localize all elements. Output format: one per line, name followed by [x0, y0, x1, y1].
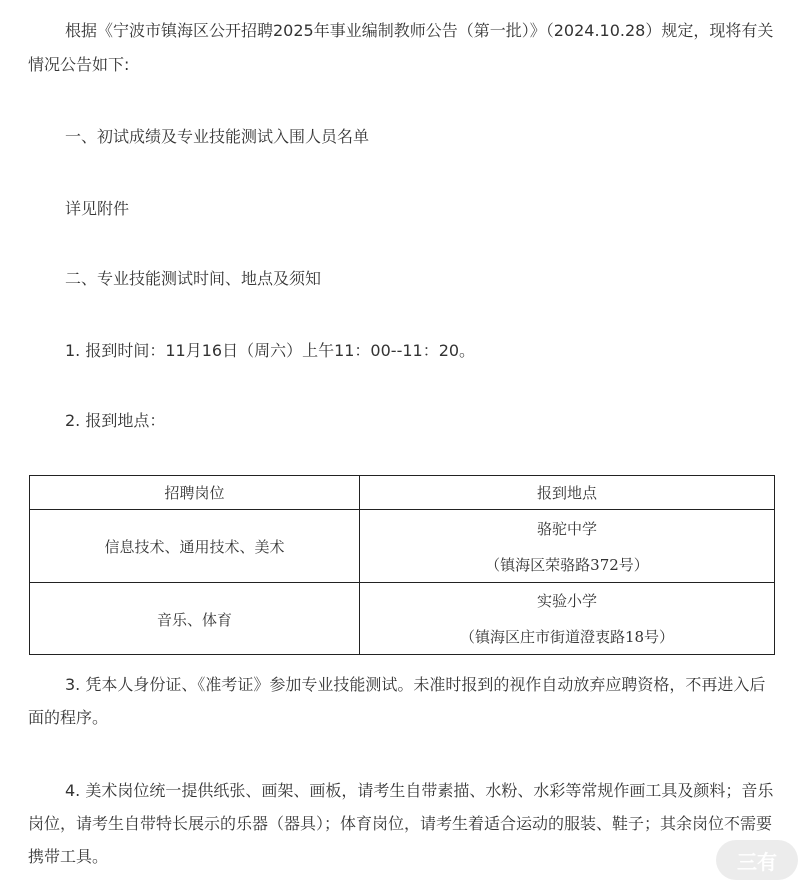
location-table: [29, 475, 775, 655]
section1-body: 详见附件: [65, 199, 130, 218]
school-name: 实验小学: [536, 592, 597, 610]
positions-text: 音乐、体育: [156, 610, 232, 629]
section2-title: 二、专业技能测试时间、地点及须知: [65, 269, 322, 288]
school-address: （镇海区庄市街道澄衷路18号）: [459, 628, 675, 646]
item4-tools-notice: 4. 美术岗位统一提供纸张、画架、画板，请考生自带素描、水粉、水彩等常规作画工具及颜料；音乐岗位，请考生自带特长展示的乐器（器具）；体育岗位，请考生着适合运动的服装、鞋子；其余岗位不需要携带工具。: [28, 781, 774, 866]
section1-title: 一、初试成绩及专业技能测试入围人员名单: [65, 127, 370, 146]
item2-report-location: 2. 报到地点：: [65, 411, 166, 430]
school-address: （镇海区荣骆路372号）: [485, 555, 649, 574]
watermark-badge: [716, 840, 798, 880]
table-cell-location: [359, 583, 774, 655]
table-cell-location: [359, 510, 774, 583]
table-cell-positions: [30, 510, 359, 583]
table-cell-positions: [30, 583, 359, 655]
table-header-location: [359, 476, 774, 509]
header-label: 报到地点: [536, 484, 597, 502]
school-name: 骆驼中学: [536, 519, 597, 538]
table-row: [30, 509, 774, 583]
item1-report-time: 1. 报到时间：11月16日（周六）上午11：00--11：20。: [65, 341, 476, 360]
table-header-position: [30, 476, 359, 509]
positions-text: 信息技术、通用技术、美术: [104, 538, 285, 556]
table-header-row: [30, 476, 774, 509]
header-label: 招聘岗位: [164, 484, 225, 502]
intro-paragraph: 根据《宁波市镇海区公开招聘2025年事业编制教师公告（第一批）》（2024.10.28）规定，现将有关情况公告如下:: [28, 21, 774, 74]
table-row: [30, 582, 774, 655]
item3-id-requirements: 3. 凭本人身份证、《准考证》参加专业技能测试。未准时报到的视作自动放弃应聘资格，不再进入后面的程序。: [28, 675, 766, 727]
badge-text: 三有: [737, 849, 777, 874]
